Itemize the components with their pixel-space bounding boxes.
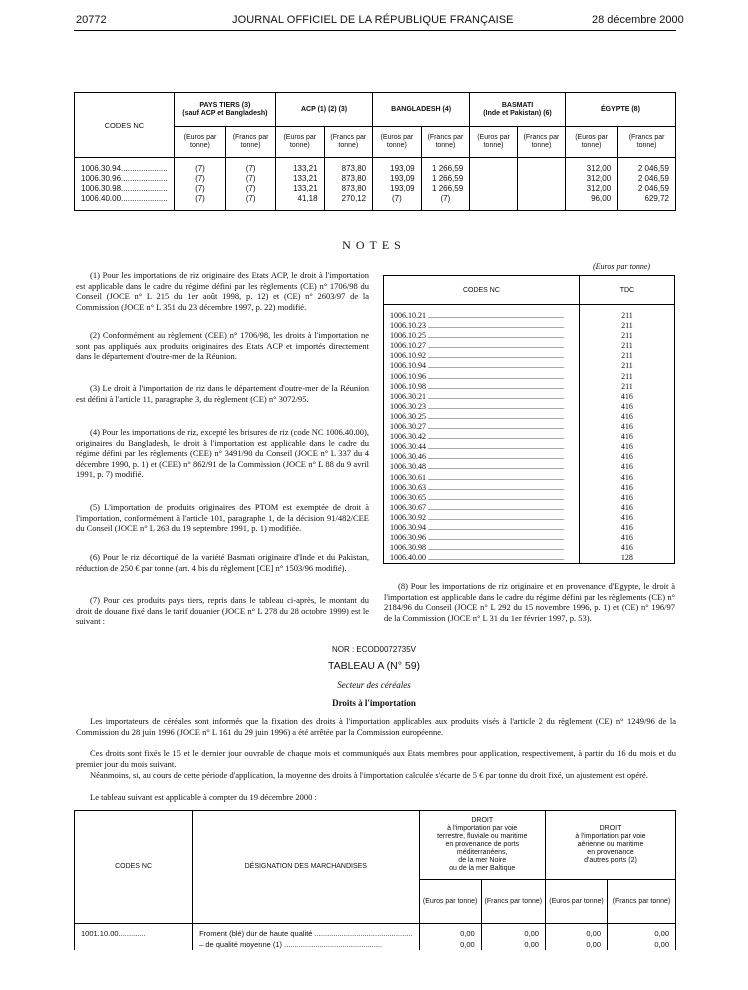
table-row: [384, 422, 675, 432]
table-row: [384, 503, 675, 513]
code-cell: 1006.30.94.....................: [75, 158, 175, 175]
code-cell: 1006.30.46 ....................................................................: [384, 452, 580, 462]
table-row: [384, 412, 675, 422]
code-text: 1006.30.94: [390, 522, 426, 532]
code-cell: 1006.10.96 ....................................................................: [384, 372, 580, 382]
value-cell: [517, 184, 565, 194]
tdc-cell: 416: [579, 462, 674, 472]
value-cell: 270,12: [324, 194, 373, 211]
code-text: 1006.30.42: [390, 432, 426, 442]
tdc-cell: 211: [579, 351, 674, 361]
code-text: 1006.30.25: [390, 411, 426, 421]
code-text: 1006.30.98: [390, 543, 426, 553]
code-text: 1006.10.92: [390, 351, 426, 361]
table-row: [384, 321, 675, 331]
tdc-cell: 211: [579, 305, 674, 322]
tdc-cell: 128: [579, 553, 674, 564]
table-row: [384, 442, 675, 452]
note-3: [76, 383, 369, 404]
code-text: 1006.10.94: [390, 361, 426, 371]
tdc-cell: 416: [579, 402, 674, 412]
tdc-cell: 211: [579, 331, 674, 341]
tdc-cell: 416: [579, 473, 674, 483]
value-cell: (7): [226, 158, 276, 175]
table-row: [75, 158, 676, 175]
page-number: 20772: [76, 14, 107, 26]
code-text: 1006.30.21: [390, 391, 426, 401]
designation-text: – de qualité moyenne (1): [199, 940, 283, 949]
droit-group-header: [419, 811, 545, 880]
value-cell: 873,80: [324, 158, 373, 175]
code-cell: 1006.30.65 ....................................................................: [384, 493, 580, 503]
paragraph: Le tableau suivant est applicable à compter du 19 décembre 2000 :: [90, 792, 317, 802]
tdc-table: [383, 275, 675, 564]
unit-francs: (Francs par tonne): [517, 127, 565, 158]
value-cell: 0,00: [419, 939, 481, 950]
value-cell: 0,00: [419, 924, 481, 940]
paragraph: Ces droits sont fixés le 15 et le dernier jour ouvrable de chaque mois et communiqués aux Etats membres pour application, respectivement, à partir du 16 du mois et du premier jour du mois suivant.: [76, 748, 676, 769]
cereal-duties-table: [74, 810, 676, 950]
note-text: (4) Pour les importations de riz, excepté les brisures de riz (code NC 1006.40.00), originaires du Bangladesh, le droit à l'importation est applicable dans le cadre du régime défini par les règlements (CEE) n° 3491/90 du Conseil (JOCE n° L 337 du 4 décembre 1990, p. 1) et (CEE) n° 862/91 de la Commission (JOCE n° L 88 du 9 avril 1991, p. 7) modifié.: [76, 427, 369, 480]
nor-reference: NOR : ECOD0072735V: [331, 645, 417, 654]
value-cell: 629,72: [618, 194, 676, 211]
value-cell: 0,00: [481, 924, 545, 940]
tdc-header: TDC: [579, 276, 674, 305]
header-line: DROIT: [471, 817, 494, 824]
value-cell: (7): [373, 194, 422, 211]
value-cell: 873,80: [324, 174, 373, 184]
note-4: [76, 427, 369, 480]
code-text: 1006.40.00: [390, 553, 426, 563]
note-text: (2) Conformément au règlement (CEE) n° 1706/98, les droits à l'importation ne sont pas appliqués aux produits originaires des Etats ACP et importés directement dans le département d'outre-mer de la Réunion.: [76, 330, 369, 362]
header-line: DROIT: [599, 825, 622, 832]
code-text: 1006.10.25: [390, 331, 426, 341]
table-row: [384, 513, 675, 523]
code-cell: 1006.10.23 ....................................................................: [384, 321, 580, 331]
value-cell: 133,21: [276, 158, 325, 175]
code-text: 1006.30.46: [390, 452, 426, 462]
code-cell: 1006.30.44 ....................................................................: [384, 442, 580, 452]
code-text: 1006.30.94: [81, 164, 122, 173]
table-row: [384, 382, 675, 392]
table-row: [384, 432, 675, 442]
value-cell: (7): [226, 194, 276, 211]
group-header: ÉGYPTE (8): [565, 93, 675, 127]
paragraph: Néanmoins, si, au cours de cette période d'application, la moyenne des droits à l'importation calculée s'écarte de 5 € par tonne du droit fixé, un ajustement est opéré.: [90, 770, 648, 780]
value-cell: 133,21: [276, 184, 325, 194]
tdc-cell: 416: [579, 503, 674, 513]
codes-nc-header: CODES NC: [75, 93, 175, 158]
value-cell: (7): [226, 174, 276, 184]
code-cell: 1006.10.92 ....................................................................: [384, 351, 580, 361]
value-cell: [470, 158, 518, 175]
note-text: (7) Pour ces produits pays tiers, repris dans le tableau ci-après, le montant du droit de douane fixé dans le tarif douanier (JOCE n° L 278 du 28 octobre 1999) est le suivant :: [76, 595, 369, 627]
table-row: [384, 372, 675, 382]
table-row: [384, 392, 675, 402]
code-text: 1006.10.98: [390, 381, 426, 391]
code-cell: 1006.10.98 ....................................................................: [384, 382, 580, 392]
codes-nc-header: CODES NC: [384, 276, 580, 305]
value-cell: 2 046,59: [618, 174, 676, 184]
tdc-cell: 416: [579, 543, 674, 553]
unit-euros: (Euros par tonne): [419, 880, 481, 924]
unit-euros: (Euros par tonne): [174, 127, 225, 158]
value-cell: 312,00: [565, 174, 617, 184]
code-cell: 1006.30.25 ....................................................................: [384, 412, 580, 422]
tdc-cell: 211: [579, 382, 674, 392]
group-header: BANGLADESH (4): [373, 93, 470, 127]
unit-euros: (Euros par tonne): [276, 127, 325, 158]
table-row: [384, 543, 675, 553]
table-row: [384, 331, 675, 341]
code-cell: 1006.10.27 ....................................................................: [384, 341, 580, 351]
note-7: [76, 595, 369, 627]
value-cell: [470, 184, 518, 194]
value-cell: 193,09: [373, 184, 422, 194]
section-title: Droits à l'importation: [332, 698, 416, 708]
value-cell: [517, 194, 565, 211]
table-row: [384, 523, 675, 533]
unit-francs: (Francs par tonne): [226, 127, 276, 158]
unit-euros: (Euros par tonne): [565, 127, 617, 158]
value-cell: (7): [421, 194, 470, 211]
unit-euros: (Euros par tonne): [545, 880, 607, 924]
group-header: PAYS TIERS (3) (sauf ACP et Bangladesh): [174, 93, 275, 127]
value-cell: 1 266,59: [421, 174, 470, 184]
note-6: [76, 552, 369, 573]
header-line: à l'importation par voie: [447, 825, 518, 832]
unit-francs: (Francs par tonne): [618, 127, 676, 158]
table-row: [384, 402, 675, 412]
code-cell: 1006.30.98.....................: [75, 184, 175, 194]
code-text: 1006.10.21: [390, 311, 426, 320]
header-line: en provenance de ports: [445, 841, 519, 848]
code-text: 1006.10.23: [390, 321, 426, 331]
tdc-cell: 416: [579, 523, 674, 533]
code-cell: 1006.10.25 ....................................................................: [384, 331, 580, 341]
tdc-cell: 416: [579, 493, 674, 503]
table-row: [384, 462, 675, 472]
header-line: en provenance: [587, 849, 634, 856]
designation-cell: – de qualité moyenne (1) ...............................................: [193, 939, 419, 950]
value-cell: 0,00: [608, 939, 676, 950]
tdc-cell: 416: [579, 422, 674, 432]
unit-euros: (Euros par tonne): [470, 127, 518, 158]
designation-text: Froment (blé) dur de haute qualité: [199, 929, 313, 938]
value-cell: [470, 174, 518, 184]
unit-label: (Euros par tonne): [593, 262, 651, 271]
table-row: [75, 184, 676, 194]
tdc-cell: 211: [579, 372, 674, 382]
page-date: 28 décembre 2000: [592, 14, 684, 26]
value-cell: (7): [174, 174, 225, 184]
header-line: à l'importation par voie: [575, 833, 646, 840]
tdc-cell: 211: [579, 321, 674, 331]
tdc-cell: 416: [579, 513, 674, 523]
tdc-cell: 416: [579, 392, 674, 402]
code-text: 1006.30.96: [390, 533, 426, 543]
code-cell: 1006.10.21 ....................................................................: [384, 305, 580, 322]
group-header: BASMATI (Inde et Pakistan) (6): [470, 93, 566, 127]
code-text: 1006.10.27: [390, 341, 426, 351]
table-row: [384, 473, 675, 483]
table-row: [384, 533, 675, 543]
code-text: 1006.30.27: [390, 422, 426, 432]
code-cell: 1001.10.00.............: [75, 924, 193, 940]
value-cell: 133,21: [276, 174, 325, 184]
code-text: 1006.30.48: [390, 462, 426, 472]
header-rule: [74, 30, 676, 31]
code-cell: 1006.30.94 ....................................................................: [384, 523, 580, 533]
value-cell: 193,09: [373, 158, 422, 175]
header-line: d'autres ports (2): [584, 857, 637, 864]
code-cell: [75, 939, 193, 950]
table-row: [384, 305, 675, 322]
value-cell: 193,09: [373, 174, 422, 184]
table-row: [384, 553, 675, 564]
tdc-cell: 416: [579, 483, 674, 493]
value-cell: 312,00: [565, 158, 617, 175]
paragraph: Les importateurs de céréales sont informés que la fixation des droits à l'importation applicables aux produits visés à l'article 2 du règlement (CE) n° 1249/96 de la Commission du 28 juin 1996 (JOCE n° L 161 du 29 juin 1996) a été arrêtée par la Commission européenne.: [76, 716, 676, 737]
unit-francs: (Francs par tonne): [324, 127, 373, 158]
notes-title: NOTES: [342, 238, 406, 252]
tdc-cell: 211: [579, 361, 674, 371]
note-text: (6) Pour le riz décortiqué de la variété Basmati originaire d'Inde et du Pakistan, réduction de 250 € par tonne (art. 4 bis du règlement [CE] n° 1503/96 modifié).: [76, 552, 369, 573]
code-cell: 1006.30.63 ....................................................................: [384, 483, 580, 493]
value-cell: 96,00: [565, 194, 617, 211]
table-row: [384, 452, 675, 462]
table-row: [384, 351, 675, 361]
value-cell: [517, 158, 565, 175]
code-cell: 1006.10.94 ....................................................................: [384, 361, 580, 371]
note-text: (5) L'importation de produits originaires des PTOM est exemptée de droit à l'importation, conformément à l'article 101, paragraphe 1, de la décision 91/482/CEE du Conseil (JOCE n° L 263 du 19 septembre 1991, p. 1) modifiée.: [76, 502, 369, 534]
header-line: méditerranéens,: [456, 849, 508, 856]
value-cell: 2 046,59: [618, 184, 676, 194]
tdc-cell: 416: [579, 533, 674, 543]
code-text: 1006.30.67: [390, 502, 426, 512]
table-row: [75, 939, 676, 950]
tableau-title: TABLEAU A (N° 59): [327, 660, 421, 672]
value-cell: (7): [174, 158, 225, 175]
note-text: (1) Pour les importations de riz originaire des Etats ACP, le droit à l'importation est applicable dans le cadre du régime défini par les règlements (CE) n° 1706/98 du Conseil (JOCE n° L 215 du 1er août 1998, p. 12) et (CE) n° 2603/97 de la Commission (JOCE n° L 351 du 23 décembre 1997, p. 22) modifié.: [76, 270, 369, 312]
value-cell: [517, 174, 565, 184]
code-cell: 1006.30.67 ....................................................................: [384, 503, 580, 513]
code-cell: 1006.30.42 ....................................................................: [384, 432, 580, 442]
unit-euros: (Euros par tonne): [373, 127, 422, 158]
code-text: 1006.30.61: [390, 472, 426, 482]
journal-title: JOURNAL OFFICIEL DE LA RÉPUBLIQUE FRANÇAISE: [232, 14, 514, 26]
value-cell: 0,00: [481, 939, 545, 950]
tdc-cell: 211: [579, 341, 674, 351]
code-text: 1006.30.96: [81, 174, 122, 183]
code-text: 1006.10.96: [390, 371, 426, 381]
value-cell: 2 046,59: [618, 158, 676, 175]
header-line: terrestre, fluviale ou maritime: [437, 833, 528, 840]
code-text: 1006.30.63: [390, 482, 426, 492]
unit-francs: (Francs par tonne): [481, 880, 545, 924]
note-8: (8) Pour les importations de riz originaire et en provenance d'Egypte, le droit à l'importation est applicable dans le cadre du régime défini par les règlements (CE) n° 2184/96 du Conseil (JOCE n° L 292 du 15 novembre 1996, p. 1) et (CE) n° 196/97 de la Commission (JOCE n° L 31 du 1er février 1997, p. 53).: [384, 581, 675, 623]
value-cell: 0,00: [608, 924, 676, 940]
unit-francs: (Francs par tonne): [421, 127, 470, 158]
designation-cell: Froment (blé) dur de haute qualité ...............................................: [193, 924, 419, 940]
table-row: [75, 194, 676, 211]
code-text: 1006.30.23: [390, 401, 426, 411]
note-5: [76, 502, 369, 534]
code-text: 1006.30.98: [81, 184, 122, 193]
table-row: [384, 341, 675, 351]
table-row: [384, 361, 675, 371]
code-cell: 1006.40.00 ....................................................................: [384, 553, 580, 564]
code-cell: 1006.30.21 ....................................................................: [384, 392, 580, 402]
code-cell: 1006.30.96.....................: [75, 174, 175, 184]
code-cell: 1006.40.00.....................: [75, 194, 175, 211]
header-line: ou de la mer Baltique: [449, 865, 516, 872]
tdc-cell: 416: [579, 432, 674, 442]
table-row: [384, 483, 675, 493]
table-row: [75, 924, 676, 940]
secteur-subtitle: Secteur des céréales: [337, 680, 411, 690]
code-cell: 1006.30.98 ....................................................................: [384, 543, 580, 553]
code-cell: 1006.30.27 ....................................................................: [384, 422, 580, 432]
value-cell: (7): [174, 194, 225, 211]
value-cell: 1 266,59: [421, 158, 470, 175]
code-text: 1006.40.00: [81, 194, 122, 203]
code-text: 1006.30.92: [390, 512, 426, 522]
value-cell: 312,00: [565, 184, 617, 194]
tdc-cell: 416: [579, 442, 674, 452]
tdc-cell: 416: [579, 412, 674, 422]
value-cell: (7): [226, 184, 276, 194]
droit-group-header: [545, 811, 675, 880]
value-cell: 1 266,59: [421, 184, 470, 194]
group-header: ACP (1) (2) (3): [276, 93, 373, 127]
code-text: 1006.30.65: [390, 492, 426, 502]
value-cell: [470, 194, 518, 211]
rice-duties-table: [74, 92, 676, 211]
value-cell: 0,00: [545, 939, 607, 950]
table-row: [75, 174, 676, 184]
note-2: [76, 330, 369, 362]
value-cell: (7): [174, 184, 225, 194]
value-cell: 0,00: [545, 924, 607, 940]
value-cell: 41,18: [276, 194, 325, 211]
designation-header: DÉSIGNATION DES MARCHANDISES: [193, 811, 419, 924]
code-cell: 1006.30.61 ....................................................................: [384, 473, 580, 483]
note-1: [76, 270, 369, 312]
codes-nc-header: CODES NC: [75, 811, 193, 924]
code-cell: 1006.30.92 ....................................................................: [384, 513, 580, 523]
code-cell: 1006.30.96 ....................................................................: [384, 533, 580, 543]
code-cell: 1006.30.48 ....................................................................: [384, 462, 580, 472]
value-cell: 873,80: [324, 184, 373, 194]
header-line: de la mer Noire: [458, 857, 507, 864]
table-row: [384, 493, 675, 503]
tdc-cell: 416: [579, 452, 674, 462]
code-text: 1006.30.44: [390, 442, 426, 452]
code-text: 1001.10.00: [81, 929, 119, 938]
header-line: aérienne ou maritime: [577, 841, 644, 848]
unit-francs: (Francs par tonne): [608, 880, 676, 924]
note-text: (3) Le droit à l'importation de riz dans le département d'outre-mer de la Réunion est défini à l'article 11, paragraphe 3, du règlement (CE) n° 3072/95.: [76, 383, 369, 404]
code-cell: 1006.30.23 ....................................................................: [384, 402, 580, 412]
